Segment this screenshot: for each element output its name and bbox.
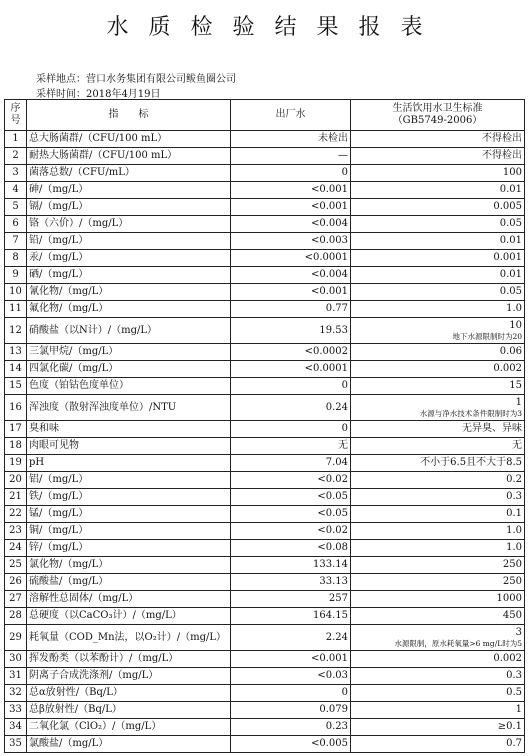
row-standard: 0.01 <box>351 182 525 199</box>
table-row <box>5 148 525 165</box>
row-plant-value: 0.23 <box>231 719 351 736</box>
row-item: 铬（六价）/（mg/L） <box>27 216 231 233</box>
row-plant-value: 133.14 <box>231 557 351 574</box>
table-row <box>5 216 525 233</box>
row-standard: 0.01 <box>351 267 525 284</box>
row-standard: 0.001 <box>351 250 525 267</box>
row-item: 阴离子合成洗涤剂/（mg/L） <box>27 668 231 685</box>
row-plant-value: <0.0001 <box>231 250 351 267</box>
table-row <box>5 233 525 250</box>
table-row <box>5 455 525 472</box>
table-row <box>5 608 525 625</box>
row-standard: 0.5 <box>351 685 525 702</box>
row-number: 9 <box>5 267 27 284</box>
row-plant-value: 19.53 <box>231 318 351 344</box>
table-row <box>5 165 525 182</box>
row-plant-value: 0 <box>231 421 351 438</box>
row-standard: 0.2 <box>351 472 525 489</box>
table-row <box>5 540 525 557</box>
row-item: 肉眼可见物 <box>27 438 231 455</box>
table-row <box>5 651 525 668</box>
row-standard: 0.01 <box>351 233 525 250</box>
table-row <box>5 250 525 267</box>
row-plant-value: <0.001 <box>231 182 351 199</box>
row-number: 12 <box>5 318 27 344</box>
row-number: 31 <box>5 668 27 685</box>
row-standard: 1 <box>351 702 525 719</box>
row-number: 24 <box>5 540 27 557</box>
row-plant-value: — <box>231 148 351 165</box>
row-standard <box>351 625 525 651</box>
row-standard <box>351 318 525 344</box>
row-number: 20 <box>5 472 27 489</box>
row-item: 三氯甲烷/（mg/L） <box>27 344 231 361</box>
row-number: 25 <box>5 557 27 574</box>
row-item: 耐热大肠菌群/（CFU/100 mL） <box>27 148 231 165</box>
row-standard: 15 <box>351 378 525 395</box>
table-row <box>5 361 525 378</box>
header-standard-line2: （GB5749-2006） <box>392 115 483 126</box>
row-standard: 450 <box>351 608 525 625</box>
row-number: 34 <box>5 719 27 736</box>
sampling-location: 采样地点：营口水务集团有限公司鲅鱼圈公司 <box>36 74 236 85</box>
row-plant-value: <0.0002 <box>231 344 351 361</box>
row-item: 二氧化氯（ClO₂）/（mg/L） <box>27 719 231 736</box>
row-standard-note: 地下水源限制时为20 <box>452 332 522 341</box>
row-item: pH <box>27 455 231 472</box>
row-standard-value: 10 <box>509 320 522 331</box>
header-plant-water: 出厂水 <box>231 100 351 131</box>
table-row <box>5 489 525 506</box>
row-number: 10 <box>5 284 27 301</box>
row-plant-value: 0.77 <box>231 301 351 318</box>
table-row <box>5 506 525 523</box>
table-row <box>5 344 525 361</box>
row-item: 耗氧量（COD_Mn法，以O₂计）/（mg/L） <box>27 625 231 651</box>
row-item: 铜/（mg/L） <box>27 523 231 540</box>
row-plant-value: <0.004 <box>231 216 351 233</box>
row-number: 35 <box>5 736 27 753</box>
row-plant-value: 257 <box>231 591 351 608</box>
table-row <box>5 523 525 540</box>
row-item: 铅/（mg/L） <box>27 233 231 250</box>
row-plant-value: <0.08 <box>231 540 351 557</box>
table-row <box>5 574 525 591</box>
water-quality-table <box>4 99 525 753</box>
row-item: 硒/（mg/L） <box>27 267 231 284</box>
row-standard: 0.002 <box>351 361 525 378</box>
row-item: 总β放射性/（Bq/L） <box>27 702 231 719</box>
row-plant-value: <0.02 <box>231 472 351 489</box>
row-standard: 100 <box>351 165 525 182</box>
row-item: 溶解性总固体/（mg/L） <box>27 591 231 608</box>
row-plant-value: <0.05 <box>231 506 351 523</box>
row-item: 氯酸盐/（mg/L） <box>27 736 231 753</box>
row-standard: 无 <box>351 438 525 455</box>
row-standard: 0.05 <box>351 284 525 301</box>
row-standard: 0.002 <box>351 651 525 668</box>
table-row <box>5 702 525 719</box>
header-standard-line1: 生活饮用水卫生标准 <box>392 103 483 114</box>
table-row <box>5 301 525 318</box>
row-number: 22 <box>5 506 27 523</box>
table-row <box>5 438 525 455</box>
table-row <box>5 719 525 736</box>
table-row <box>5 395 525 421</box>
row-plant-value: 无 <box>231 438 351 455</box>
row-standard: 0.3 <box>351 489 525 506</box>
row-item: 浑浊度（散射浑浊度单位）/NTU <box>27 395 231 421</box>
row-standard: 250 <box>351 557 525 574</box>
row-item: 铁/（mg/L） <box>27 489 231 506</box>
row-item: 总硬度（以CaCO₃计）/（mg/L） <box>27 608 231 625</box>
table-row <box>5 736 525 753</box>
header-no: 序号 <box>5 100 27 131</box>
row-number: 1 <box>5 131 27 148</box>
row-standard-value: 1 <box>515 397 522 408</box>
row-standard: 0.06 <box>351 344 525 361</box>
row-plant-value: <0.0001 <box>231 361 351 378</box>
row-item: 色度（铂钴色度单位） <box>27 378 231 395</box>
row-item: 氰化物/（mg/L） <box>27 284 231 301</box>
row-item: 硫酸盐/（mg/L） <box>27 574 231 591</box>
row-plant-value: <0.001 <box>231 651 351 668</box>
table-row <box>5 131 525 148</box>
row-number: 15 <box>5 378 27 395</box>
row-item: 总大肠菌群/（CFU/100 mL） <box>27 131 231 148</box>
table-row <box>5 378 525 395</box>
row-number: 29 <box>5 625 27 651</box>
row-standard: 1.0 <box>351 301 525 318</box>
row-number: 33 <box>5 702 27 719</box>
row-number: 8 <box>5 250 27 267</box>
row-number: 3 <box>5 165 27 182</box>
row-plant-value: 2.24 <box>231 625 351 651</box>
row-standard-note: 水源限制，原水耗氧量>6 mg/L时为5 <box>394 639 522 648</box>
row-number: 27 <box>5 591 27 608</box>
sampling-time: 采样时间：2018年4月19日 <box>36 89 161 100</box>
row-number: 17 <box>5 421 27 438</box>
row-number: 4 <box>5 182 27 199</box>
row-number: 32 <box>5 685 27 702</box>
row-standard: 不小于6.5且不大于8.5 <box>351 455 525 472</box>
row-plant-value: 0.079 <box>231 702 351 719</box>
row-number: 2 <box>5 148 27 165</box>
table-row <box>5 318 525 344</box>
row-plant-value: 7.04 <box>231 455 351 472</box>
table-row <box>5 557 525 574</box>
table-row <box>5 284 525 301</box>
row-item: 四氯化碳/（mg/L） <box>27 361 231 378</box>
row-standard: 0.005 <box>351 199 525 216</box>
table-row <box>5 668 525 685</box>
row-plant-value: <0.03 <box>231 668 351 685</box>
row-number: 23 <box>5 523 27 540</box>
row-item: 挥发酚类（以苯酚计）/（mg/L） <box>27 651 231 668</box>
row-standard: 1.0 <box>351 540 525 557</box>
row-item: 氯化物/（mg/L） <box>27 557 231 574</box>
row-number: 30 <box>5 651 27 668</box>
row-number: 14 <box>5 361 27 378</box>
row-standard <box>351 395 525 421</box>
row-plant-value: 0 <box>231 685 351 702</box>
row-plant-value: <0.001 <box>231 199 351 216</box>
row-item: 锰/（mg/L） <box>27 506 231 523</box>
row-standard: 0.1 <box>351 506 525 523</box>
table-row <box>5 625 525 651</box>
row-standard: ≥0.1 <box>351 719 525 736</box>
row-plant-value: 0 <box>231 165 351 182</box>
row-item: 氟化物/（mg/L） <box>27 301 231 318</box>
table-header-row <box>5 100 525 131</box>
row-number: 19 <box>5 455 27 472</box>
table-row <box>5 267 525 284</box>
row-standard-value: 3 <box>515 627 522 638</box>
table-row <box>5 472 525 489</box>
row-plant-value: 33.13 <box>231 574 351 591</box>
row-number: 13 <box>5 344 27 361</box>
row-item: 菌落总数/（CFU/mL） <box>27 165 231 182</box>
row-standard: 不得检出 <box>351 148 525 165</box>
row-number: 16 <box>5 395 27 421</box>
row-plant-value: 164.15 <box>231 608 351 625</box>
row-plant-value: <0.02 <box>231 523 351 540</box>
report-title: 水质检验结果报表 <box>106 15 443 40</box>
row-plant-value: <0.05 <box>231 489 351 506</box>
row-standard: 0.7 <box>351 736 525 753</box>
row-number: 5 <box>5 199 27 216</box>
row-standard: 0.3 <box>351 668 525 685</box>
row-plant-value: 0.24 <box>231 395 351 421</box>
row-number: 18 <box>5 438 27 455</box>
table-row <box>5 182 525 199</box>
header-standard <box>351 100 525 131</box>
row-item: 硝酸盐（以N计）/（mg/L） <box>27 318 231 344</box>
table-row <box>5 421 525 438</box>
row-number: 28 <box>5 608 27 625</box>
row-item: 锌/（mg/L） <box>27 540 231 557</box>
row-plant-value: <0.003 <box>231 233 351 250</box>
row-number: 11 <box>5 301 27 318</box>
header-item: 指 标 <box>27 100 231 131</box>
row-standard: 1000 <box>351 591 525 608</box>
row-standard: 不得检出 <box>351 131 525 148</box>
row-plant-value: <0.004 <box>231 267 351 284</box>
table-body <box>5 131 525 753</box>
row-item: 总α放射性/（Bq/L） <box>27 685 231 702</box>
row-number: 26 <box>5 574 27 591</box>
row-number: 7 <box>5 233 27 250</box>
row-item: 汞/（mg/L） <box>27 250 231 267</box>
row-plant-value: <0.001 <box>231 284 351 301</box>
row-item: 臭和味 <box>27 421 231 438</box>
row-plant-value: 0 <box>231 378 351 395</box>
row-item: 铝/（mg/L） <box>27 472 231 489</box>
row-number: 6 <box>5 216 27 233</box>
row-item: 镉/（mg/L） <box>27 199 231 216</box>
row-standard: 无异臭、异味 <box>351 421 525 438</box>
row-standard-note: 水源与净水技术条件限制时为3 <box>419 409 522 418</box>
table-row <box>5 685 525 702</box>
row-plant-value: 未检出 <box>231 131 351 148</box>
row-number: 21 <box>5 489 27 506</box>
table-row <box>5 591 525 608</box>
row-standard: 1.0 <box>351 523 525 540</box>
table-row <box>5 199 525 216</box>
row-item: 砷/（mg/L） <box>27 182 231 199</box>
row-standard: 0.05 <box>351 216 525 233</box>
row-plant-value: <0.005 <box>231 736 351 753</box>
row-standard: 250 <box>351 574 525 591</box>
